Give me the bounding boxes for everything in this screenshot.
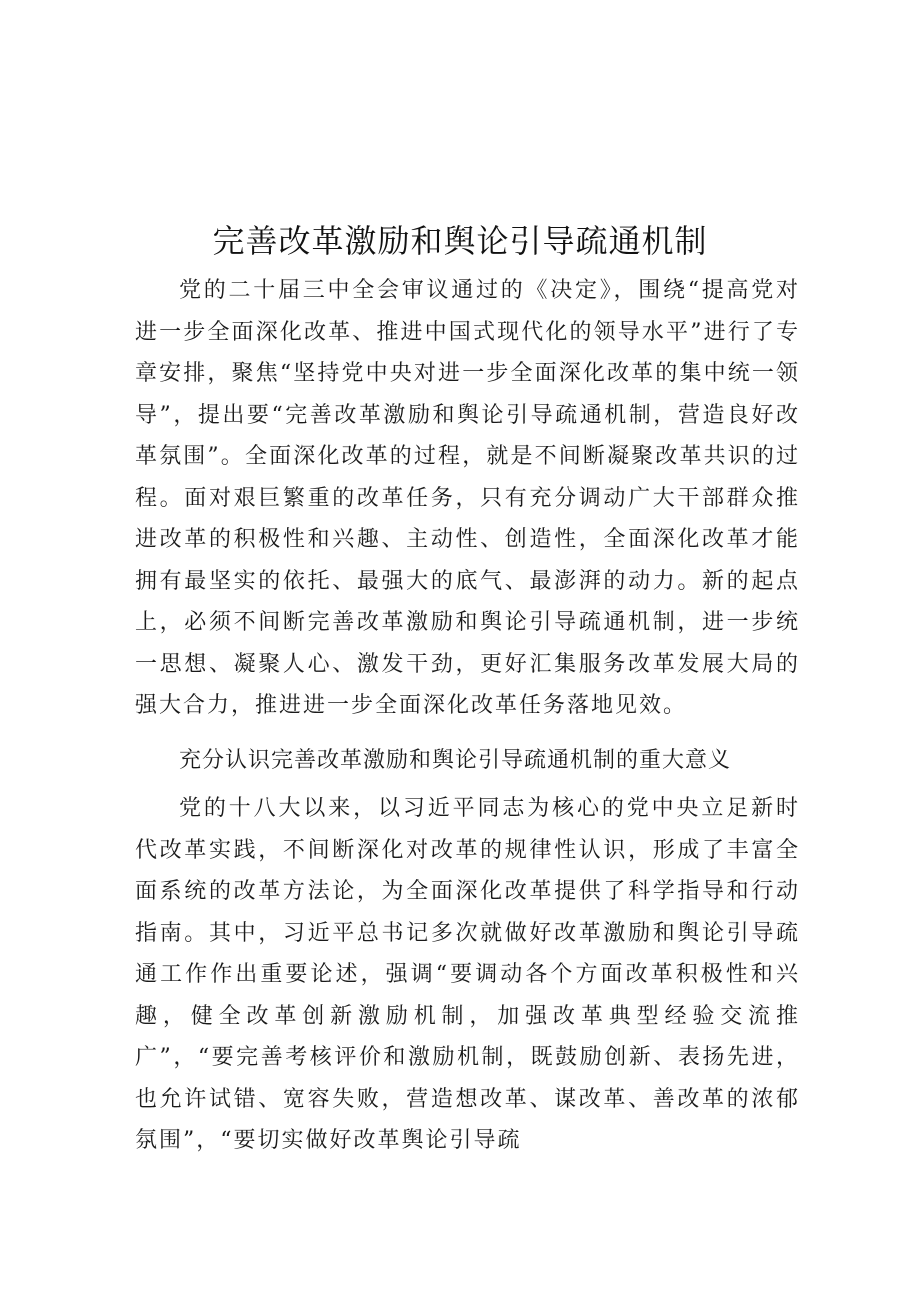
paragraph-body: 党的十八大以来，以习近平同志为核心的党中央立足新时代改革实践，不间断深化对改革的规律性认识，形成了丰富全面系统的改革方法论，为全面深化改革提供了科学指导和行动指南。其中，习近平总书记多次就做好改革激励和舆论引导疏通工作作出重要论述，强调“要调动各个方面改革积极性和兴趣，健全改革创新激励机制，加强改革典型经验交流推广”，“要完善考核评价和激励机制，既鼓励创新、表扬先进，也允许试错、宽容失败，营造想改革、谋改革、善改革的浓郁氛围”，“要切实做好改革舆论引导疏: [135, 796, 800, 1153]
document-title: 完善改革激励和舆论引导疏通机制: [212, 222, 708, 260]
paragraph-intro: 党的二十届三中全会审议通过的《决定》，围绕“提高党对进一步全面深化改革、推进中国式现代化的领导水平”进行了专章安排，聚焦“坚持党中央对进一步全面深化改革的集中统一领导”，提出要“完善改革激励和舆论引导疏通机制，营造良好改革氛围”。全面深化改革的过程，就是不间断凝聚改革共识的过程。面对艰巨繁重的改革任务，只有充分调动广大干部群众推进改革的积极性和兴趣、主动性、创造性，全面深化改革才能拥有最坚实的依托、最强大的底气、最澎湃的动力。新的起点上，必须不间断完善改革激励和舆论引导疏通机制，进一步统一思想、凝聚人心、激发干劲，更好汇集服务改革发展大局的强大合力，推进进一步全面深化改革任务落地见效。: [135, 278, 800, 718]
section-heading: 充分认识完善改革激励和舆论引导疏通机制的重大意义: [179, 748, 732, 773]
